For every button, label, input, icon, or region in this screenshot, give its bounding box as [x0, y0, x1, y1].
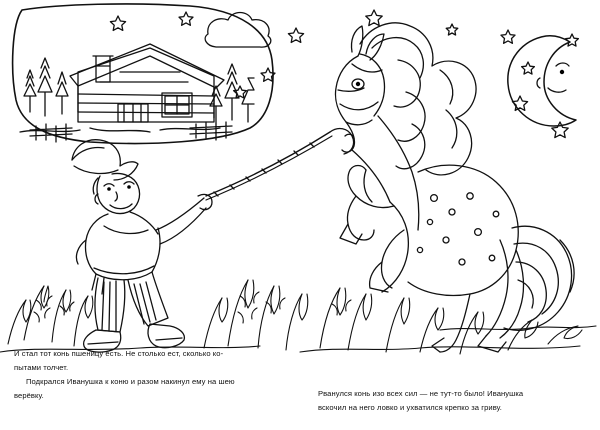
caption-left	[14, 348, 269, 404]
caption-left-line-2: пытами толчет.	[14, 363, 69, 372]
rope-lasso	[206, 129, 354, 200]
caption-right	[318, 388, 586, 416]
fir-trees	[24, 58, 254, 124]
caption-right-line-2: вскочил на него ловко и ухватился крепко за гриву.	[318, 403, 502, 412]
fence	[20, 122, 232, 142]
caption-left-line-3: Подкрался Иванушка к коню и разом накинул ему на шею	[26, 377, 235, 386]
peasant-boy-ivanushka	[72, 140, 212, 352]
log-cabin	[70, 44, 224, 122]
caption-left-line-1: И стал тот конь пшеницу есть. Не столько ест, сколько ко-	[14, 349, 224, 358]
caption-right-line-1: Рванулся конь изо всех сил — не тут-то было! Иванушка	[318, 389, 524, 398]
caption-left-line-4: верёвку.	[14, 391, 44, 400]
crescent-moon-face	[508, 36, 576, 126]
